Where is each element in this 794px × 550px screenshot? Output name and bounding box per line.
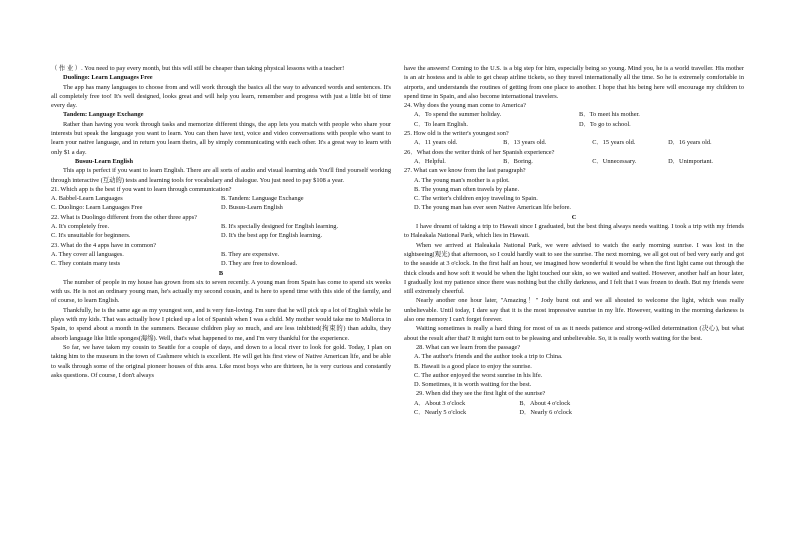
- option: C. Duolingo: Learn Languages Free: [51, 204, 143, 212]
- option: A. It's completely free.: [51, 223, 110, 231]
- tandem-heading: Tandem: Language Exchange: [63, 111, 144, 119]
- tandem-text: Rather than having you work through tasks and memorize different things, the app lets you match with people who share your interests but speak the language you want to learn. You can then have text, voice and video conversations with people who want to learn your native language, and in return you learn theirs, all by simply communicating with each other. It's a great way to learn with only $1 a day.: [51, 120, 391, 156]
- section-c-heading: C: [571, 213, 577, 221]
- option: A．Helpful.: [414, 157, 446, 165]
- passage-c-paragraph: Nearly another one hour later, "Amazing！" Jody burst out and we all shouted to welcome the light, which was really unbelievable. Until today, I dare say that it is the most impressive sunrise in my life. However, waiting in the morning darkness is also one memory I can't forget forever.: [404, 297, 744, 324]
- option: A. Babbel-Learn Languages: [51, 195, 123, 203]
- option: C．15 years old.: [592, 139, 636, 147]
- question-24: 24. Why does the young man come to America?: [404, 102, 526, 110]
- question-22: 22. What is Duolingo different from the other three apps?: [51, 213, 197, 221]
- question-26-options: [404, 157, 744, 166]
- question-24-options: [404, 110, 744, 119]
- passage-b-paragraph: So far, we have taken my cousin to Seattle for a couple of days, and down to a local river to look for gold. Today, I plan on taking him to the museum in the town of Cashmere which is excellent. He will get his first view of Native American life, and be able to walk through some of the original pioneer houses of this area. Like most boys who are thirteen, he is very curious and constantly asks questions. Of course, I don't always: [51, 343, 391, 379]
- section-b-heading: B: [218, 269, 224, 277]
- question-28: 28. What can we learn from the passage?: [416, 343, 521, 351]
- option: B. They are expensive.: [221, 250, 280, 258]
- question-23-options: [51, 250, 391, 259]
- busuu-heading: Busuu-Learn English: [75, 157, 133, 165]
- question-23-options: [51, 259, 391, 268]
- option: B．To meet his mother.: [579, 111, 640, 119]
- option: B. Hawaii is a good place to enjoy the sunrise.: [414, 362, 532, 370]
- option: A. The young man's mother is a pilot.: [414, 176, 510, 184]
- option: C. It's unsuitable for beginners.: [51, 232, 131, 240]
- duolingo-text: The app has many languages to choose from and will work through the basics all the way to advanced words and sentences. It's all completely free too! It's well designed, looks great and will help you learn, remember and progress with just a little bit of time every day.: [51, 83, 391, 110]
- left-column: [51, 64, 391, 380]
- question-27: 27. What can we know from the last paragraph?: [404, 167, 526, 175]
- question-29-options: [404, 408, 625, 417]
- option: D. It's the best app for English learning.: [221, 232, 323, 240]
- option: C．To learn English.: [414, 120, 468, 128]
- option: C. The author enjoyed the worst sunrise in his life.: [414, 371, 543, 379]
- passage-b-paragraph: have the answers! Coming to the U.S. is a big step for him, especially being so young. Mind you, he is a world traveller. His mother is an air hostess and is able to get cheap airline tickets, so they travel internationally all the time. So he is extremely comfortable in airports, and understands the routines of getting from one place to another. I hope that his being here will encourage my children to spend time in Spain, and also become international travelers.: [404, 65, 744, 100]
- question-23: 23. What do the 4 apps have in common?: [51, 241, 157, 249]
- option: B. It's specially designed for English learning.: [221, 223, 339, 231]
- option: B．13 years old.: [503, 139, 547, 147]
- question-25-options: [404, 138, 744, 147]
- option: C. They contain many tests: [51, 260, 121, 268]
- passage-c-paragraph: I have dreamt of taking a trip to Hawaii since I graduated, but the best thing always needs waiting. I took a trip with my friends to Haleakala National Park, which lies in Hawaii.: [404, 223, 744, 240]
- option: D．Nearly 6 o'clock: [519, 408, 572, 416]
- duolingo-heading: Duolingo: Learn Languages Free: [63, 74, 153, 82]
- question-24-options: [404, 120, 744, 129]
- question-21-options: [51, 203, 391, 212]
- question-29-options: [404, 399, 625, 408]
- question-22-options: [51, 222, 391, 231]
- busuu-text: This app is perfect if you want to learn English. There are all sorts of audio and visual learning aids You'll find yourself working through interactive (互动的) tests and learning tools for vocabulary and dialogue. You just need to pay $108 a year.: [51, 167, 391, 184]
- question-21-options: [51, 194, 391, 203]
- option: A. They cover all languages.: [51, 250, 124, 258]
- passage-c-paragraph: Waiting sometimes is really a hard thing for most of us as it needs patience and strong-willed determination (决心), but what about the result after that? It might turn out to be pleasing and unbelievable. So, it is really worth waiting for the best.: [404, 325, 744, 342]
- option: B．About 4 o'clock: [519, 399, 571, 407]
- option: C．Nearly 5 o'clock: [414, 408, 467, 416]
- option: A．11 years old.: [414, 139, 458, 147]
- option: C. The writer's children enjoy traveling to Spain.: [414, 195, 538, 203]
- option: D. The young man has ever seen Native American life before.: [414, 204, 572, 212]
- passage-c-paragraph: When we arrived at Haleakala National Park, we were advised to watch the early morning sunrise. I was lost in the sightseeing(观光) that afternoon, so I could hardly wait to see the sunrise. The next morning, we all got out of bed very early and got to the seaside at 3 o'clock. In the first half an hour, we imagined how wonderful it would be when the first light came out through the thick clouds and how soft it would be when the light touched our skin, so we waited and waited. However, another half an hour later, I gradually lost my patience since there was nothing but the chilly darkness, and I felt that I was frozen to death. But my friends were still extremely cheerful.: [404, 241, 744, 296]
- option: D．Unimportant.: [668, 157, 714, 165]
- passage-b-paragraph: The number of people in my house has grown from six to seven recently. A young man from Spain has come to spend six weeks with us. He is not an ordinary young man, he's actually my second cousin, and is here to spend time with this side of the family, and of course, to learn English.: [51, 278, 391, 305]
- option: D. Busuu-Learn English: [221, 204, 283, 212]
- passage-b-paragraph: Thankfully, he is the same age as my youngest son, and is very fun-loving. I'm sure that he will pick up a lot of English while he plays with my kids. That was actually how I picked up a lot of Spanish when I was a child. My mother would take me to Mallorca in Spain, to spend about a month in the summers. Because children play so much, and are less inhibited(拘束的) than adults, they absorb language like little sponges(海绵). Well, that's what happened to me, and I'm very thankful for the experience.: [51, 306, 391, 342]
- option: A．About 3 o'clock: [414, 399, 466, 407]
- question-29: 29. When did they see the first light of the sunrise?: [416, 390, 546, 398]
- question-25: 25. How old is the writer's youngest son?: [404, 130, 509, 138]
- passage-a-intro: （ 作 业 ）. You need to pay every month, but this will still be cheaper than taking physical lessons with a teacher!: [51, 65, 345, 72]
- right-column: [404, 64, 744, 417]
- option: B．Boring.: [503, 157, 533, 165]
- option: D．To go to school.: [579, 120, 631, 128]
- option: C．Unnecessary.: [592, 157, 637, 165]
- option: A. The author's friends and the author took a trip to China.: [414, 353, 563, 361]
- option: B. Tandem: Language Exchange: [221, 195, 304, 203]
- option: D．16 years old.: [668, 139, 712, 147]
- option: A．To spend the summer holiday.: [414, 111, 502, 119]
- question-26: 26．What does the writer think of her Spanish experience?: [404, 148, 555, 156]
- option: B. The young man often travels by plane.: [414, 185, 520, 193]
- question-22-options: [51, 231, 391, 240]
- option: D. They are free to download.: [221, 260, 298, 268]
- question-21: 21. Which app is the best if you want to learn through communication?: [51, 185, 232, 193]
- option: D. Sometimes, it is worth waiting for the best.: [414, 381, 532, 389]
